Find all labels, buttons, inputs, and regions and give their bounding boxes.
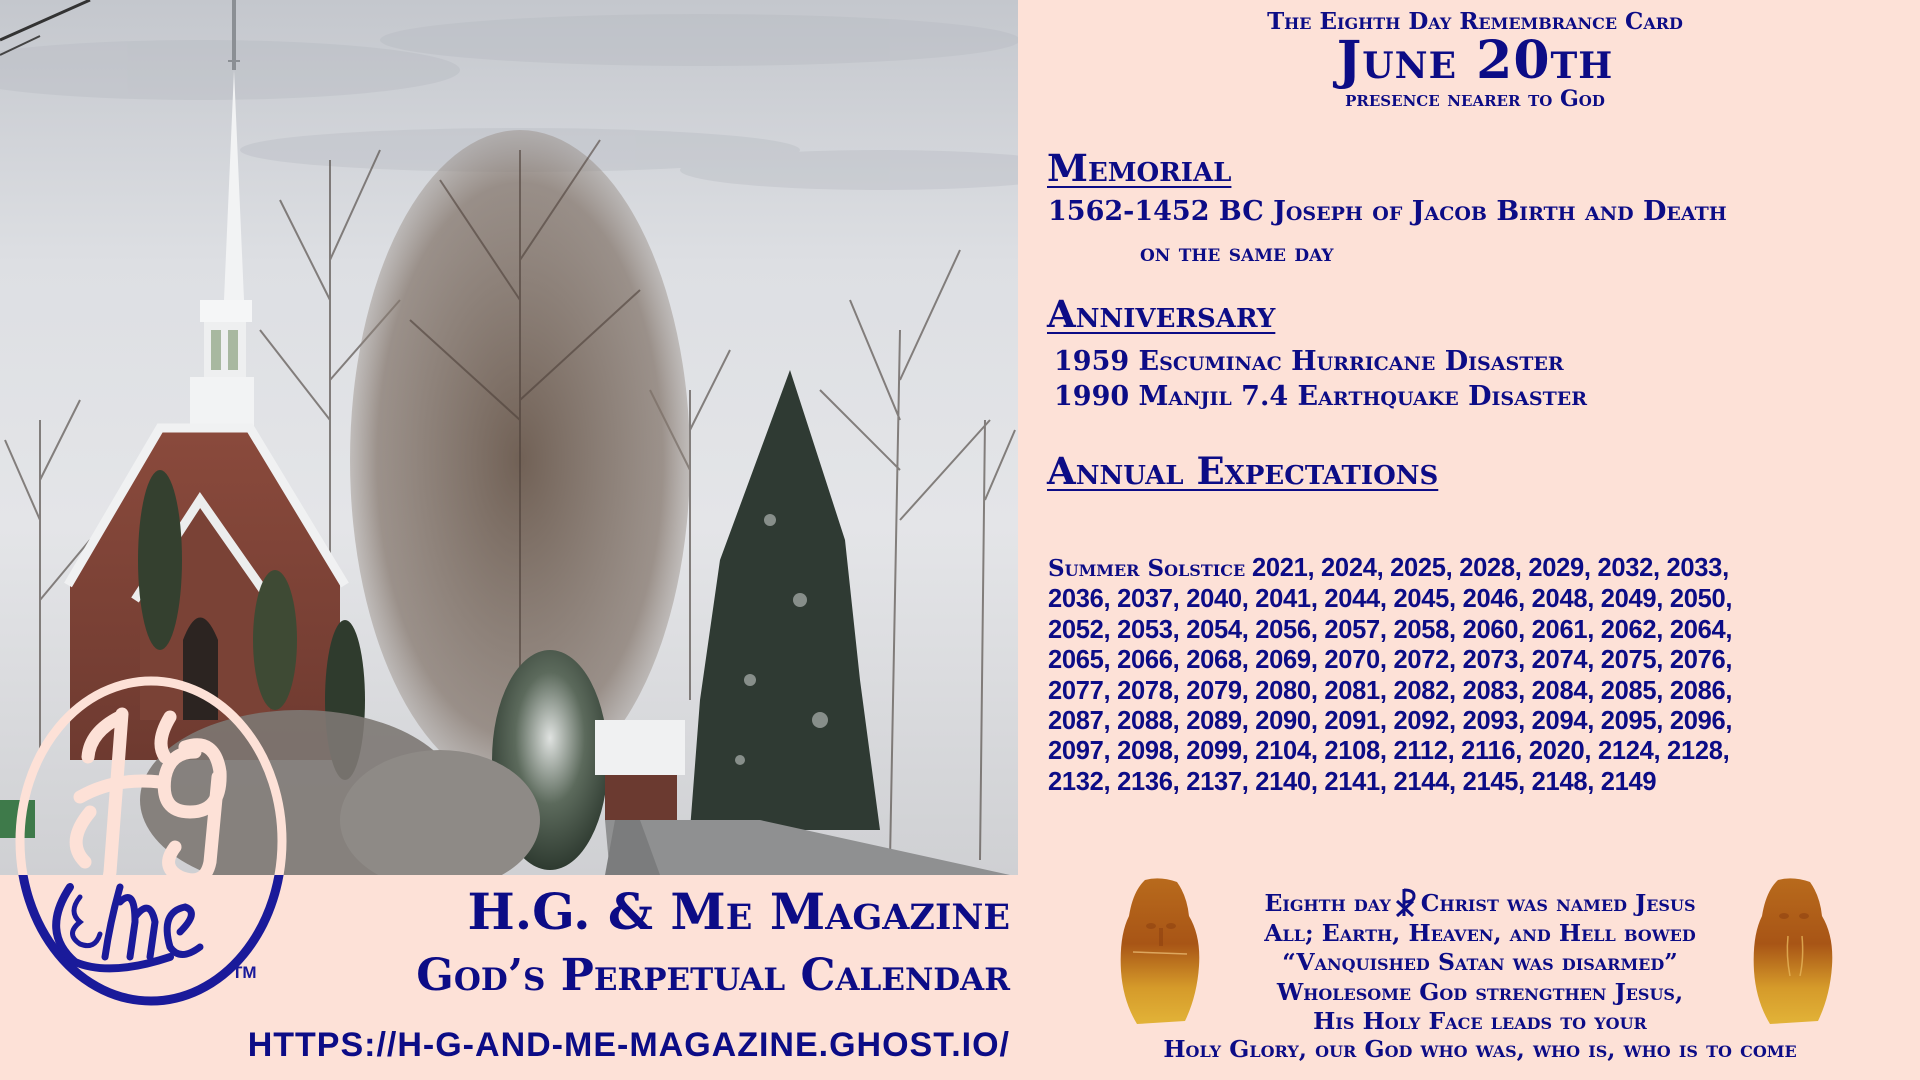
poem-line: “Vanquished Satan was disarmed” (1282, 948, 1678, 977)
annual-expectations-heading: Annual Expectations (1047, 449, 1439, 493)
years-line: 2036, 2037, 2040, 2041, 2044, 2045, 2046, 2048, 2049, 2050, (1048, 585, 1733, 614)
poem-line: All; Earth, Heaven, and Hell bowed (1264, 918, 1696, 947)
years-values: 2021, 2024, 2025, 2028, 2029, 2032, 2033, (1245, 554, 1729, 582)
years-line: 2065, 2066, 2068, 2069, 2070, 2072, 2073, 2074, 2075, 2076, (1048, 646, 1733, 675)
summer-solstice-years (1048, 553, 1908, 797)
summer-solstice-label: Summer Solstice (1048, 555, 1246, 582)
poem-line: His Holy Face leads to your (1313, 1007, 1647, 1036)
poem-line (1105, 887, 1855, 919)
logo-monogram-icon (10, 672, 292, 1010)
card-date: June 20th (1336, 30, 1614, 91)
magazine-url-link[interactable]: HTTPS://H-G-AND-ME-MAGAZINE.GHOST.IO/ (247, 1026, 1010, 1064)
card-tagline: presence nearer to God (1345, 86, 1605, 112)
years-line (1048, 553, 1908, 584)
years-line: 2132, 2136, 2137, 2140, 2141, 2144, 2145, 2148, 2149 (1048, 767, 1657, 796)
memorial-item-continuation: on the same day (1140, 238, 1334, 267)
poem-line: Wholesome God strengthen Jesus, (1276, 977, 1684, 1006)
years-line: 2087, 2088, 2089, 2090, 2091, 2092, 2093, 2094, 2095, 2096, (1048, 707, 1733, 736)
hg-and-me-logo (10, 672, 292, 1010)
magazine-title: H.G. & Me Magazine (467, 882, 1010, 941)
trademark-symbol: TM (232, 963, 257, 982)
anniversary-item: 1990 Manjil 7.4 Earthquake Disaster (1054, 381, 1587, 412)
poem (1105, 887, 1855, 1037)
poem-line-text: Christ was named Jesus (1420, 889, 1696, 917)
years-line: 2052, 2053, 2054, 2056, 2057, 2058, 2060, 2061, 2062, 2064, (1048, 615, 1733, 644)
poem-last-line: Holy Glory, our God who was, who is, who is to come (1163, 1035, 1797, 1063)
years-line: 2077, 2078, 2079, 2080, 2081, 2082, 2083, 2084, 2085, 2086, (1048, 676, 1733, 705)
card-title: The Eighth Day Remembrance Card (1267, 8, 1683, 35)
memorial-heading: Memorial (1047, 146, 1232, 190)
anniversary-heading: Anniversary (1047, 292, 1276, 336)
years-line: 2097, 2098, 2099, 2104, 2108, 2112, 2116, 2020, 2124, 2128, (1048, 737, 1730, 766)
poem-line-text: Eighth day (1264, 889, 1391, 917)
chi-rho-icon (1395, 887, 1417, 917)
memorial-item: 1562-1452 BC Joseph of Jacob Birth and Death (1048, 196, 1727, 227)
calendar-subtitle: God’s Perpetual Calendar (416, 950, 1010, 1001)
anniversary-item: 1959 Escuminac Hurricane Disaster (1054, 346, 1564, 377)
